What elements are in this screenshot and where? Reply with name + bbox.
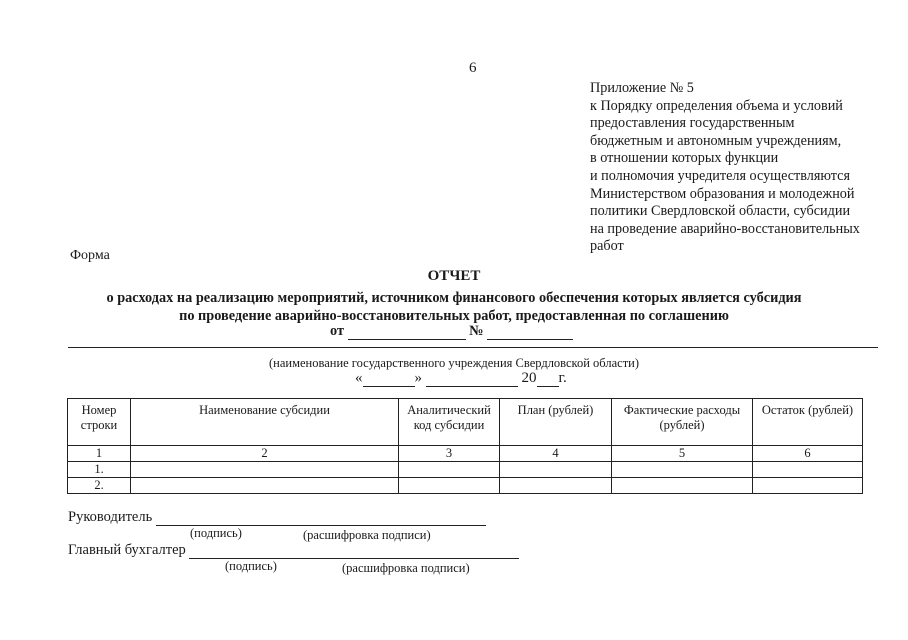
analytic-code-cell[interactable] (399, 462, 500, 478)
appendix-line: работ (590, 238, 624, 255)
accountant-sign-caption: (подпись) (225, 559, 277, 573)
day-field[interactable] (363, 373, 415, 387)
table-header-row (68, 399, 863, 446)
plan-cell[interactable] (500, 478, 612, 494)
report-table (67, 398, 863, 494)
table-row (68, 462, 863, 478)
column-number-cell: 2 (131, 446, 399, 462)
appendix-line: Приложение № 5 (590, 80, 694, 96)
subsidy-name-cell[interactable] (131, 478, 399, 494)
report-title: ОТЧЕТ (427, 268, 481, 284)
accountant-label: Главный бухгалтер (68, 542, 186, 558)
row-number-cell: 2. (68, 478, 131, 494)
column-number-cell: 5 (612, 446, 753, 462)
header-cell: Наименование субсидии (131, 399, 399, 446)
head-signature-line (68, 509, 486, 526)
table-column-numbers-row (68, 446, 863, 462)
month-field[interactable] (426, 373, 518, 387)
table-row (68, 478, 863, 494)
header-cell: Остаток (рублей) (753, 399, 863, 446)
balance-cell[interactable] (753, 462, 863, 478)
plan-cell[interactable] (500, 462, 612, 478)
year-suffix: г. (558, 370, 567, 386)
column-number-cell: 3 (399, 446, 500, 462)
accountant-signature-field[interactable] (189, 545, 519, 559)
row-number-cell: 1. (68, 462, 131, 478)
head-signature-field[interactable] (156, 512, 486, 526)
header-cell: Номер строки (68, 399, 131, 446)
appendix-line: бюджетным и автономным учреждениям, (590, 132, 842, 149)
appendix-line: Министерством образования и молодежной (590, 185, 855, 202)
report-subtitle-line2: по проведение аварийно-восстановительных работ, предоставленная по соглашению (179, 308, 729, 324)
open-quote: « (355, 370, 363, 386)
header-cell: Аналитический код субсидии (399, 399, 500, 446)
head-decode-caption: (расшифровка подписи) (303, 528, 431, 542)
close-quote: » (414, 370, 422, 386)
institution-name-line[interactable] (68, 347, 878, 348)
institution-caption: (наименование государственного учреждения Свердловской области) (268, 356, 640, 370)
appendix-block (590, 80, 890, 256)
year-prefix: 20 (521, 370, 537, 386)
appendix-line: к Порядку определения объема и условий (590, 97, 843, 114)
from-label: от (330, 323, 344, 339)
head-label: Руководитель (68, 509, 153, 525)
appendix-line: предоставления государственным (590, 115, 795, 132)
agreement-line (330, 323, 573, 340)
head-sign-caption: (подпись) (190, 526, 242, 540)
number-label: № (469, 323, 484, 339)
form-label: Форма (70, 248, 110, 263)
analytic-code-cell[interactable] (399, 478, 500, 494)
column-number-cell: 4 (500, 446, 612, 462)
appendix-line: на проведение аварийно-восстановительных (590, 220, 860, 237)
subsidy-name-cell[interactable] (131, 462, 399, 478)
page-number: 6 (469, 60, 477, 76)
header-cell: Фактические расходы (рублей) (612, 399, 753, 446)
year-field[interactable] (537, 373, 559, 387)
actual-expenses-cell[interactable] (612, 462, 753, 478)
appendix-line: в отношении которых функции (590, 150, 779, 167)
report-date-line (355, 370, 567, 387)
accountant-signature-line (68, 542, 519, 559)
column-number-cell: 6 (753, 446, 863, 462)
report-subtitle-line1: о расходах на реализацию мероприятий, источником финансового обеспечения которых является субсидия (106, 290, 802, 306)
balance-cell[interactable] (753, 478, 863, 494)
actual-expenses-cell[interactable] (612, 478, 753, 494)
column-number-cell: 1 (68, 446, 131, 462)
header-cell: План (рублей) (500, 399, 612, 446)
appendix-line: и полномочия учредителя осуществляются (590, 167, 850, 184)
agreement-number-field[interactable] (487, 326, 573, 340)
accountant-decode-caption: (расшифровка подписи) (342, 561, 470, 575)
appendix-line: политики Свердловской области, субсидии (590, 203, 851, 220)
agreement-date-field[interactable] (348, 326, 466, 340)
